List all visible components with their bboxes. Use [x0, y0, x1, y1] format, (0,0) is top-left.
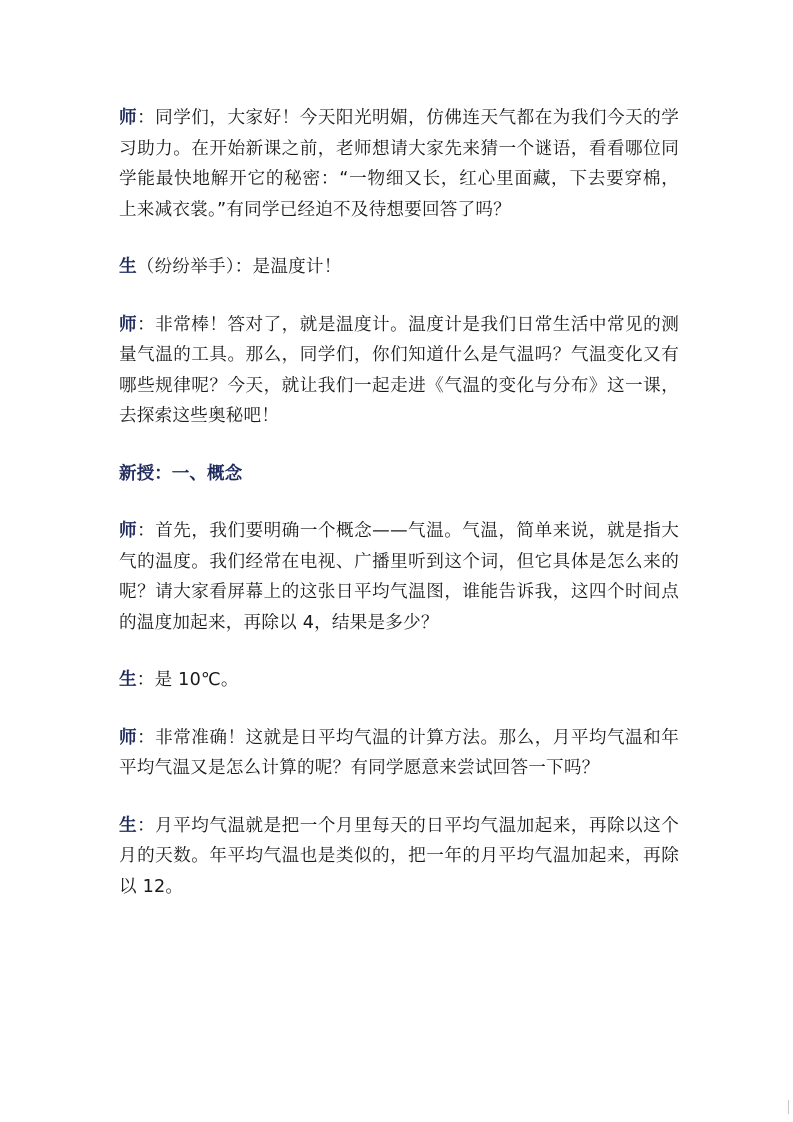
paragraph-text: 是 10℃。 — [154, 670, 239, 690]
dialogue-paragraph — [119, 723, 679, 784]
dialogue-paragraph — [119, 310, 679, 432]
dialogue-paragraph — [119, 516, 679, 638]
dialogue-paragraph — [119, 811, 679, 903]
paragraph-text: 首先，我们要明确一个概念——气温。气温，简单来说，就是指大气的温度。我们经常在电视、广播里听到这个词，但它具体是怎么来的呢？请大家看屏幕上的这张日平均气温图，谁能告诉我，这四个时间点的温度加起来，再除以 4，结果是多少？ — [119, 521, 680, 633]
speaker-label: 生 — [119, 815, 138, 836]
dialogue-paragraph — [119, 252, 679, 283]
dialogue-paragraph — [119, 103, 679, 225]
speaker-label: 师 — [119, 521, 138, 541]
speaker-separator: ： — [137, 521, 156, 541]
speaker-label: 生 — [119, 670, 137, 690]
paragraph-text: 同学们，大家好！今天阳光明媚，仿佛连天气都在为我们今天的学习助力。在开始新课之前，老师想请大家先来猜一个谜语，看看哪位同学能最快地解开它的秘密：“一物细又长，红心里面藏，下去要穿棉，上来减衣裳。”有同学已经迫不及待想要回答了吗？ — [119, 108, 679, 220]
speaker-separator: ： — [137, 314, 156, 335]
speaker-separator: ： — [137, 108, 156, 128]
paragraph-text: 月平均气温就是把一个月里每天的日平均气温加起来，再除以这个月的天数。年平均气温也是类似的，把一年的月平均气温加起来，再除以 12。 — [119, 815, 679, 897]
speaker-separator: ： — [137, 727, 156, 748]
speaker-separator: ： — [136, 670, 155, 690]
speaker-label: 师 — [119, 108, 138, 128]
paragraph-text: 非常棒！答对了，就是温度计。温度计是我们日常生活中常见的测量气温的工具。那么，同学们，你们知道什么是气温吗？气温变化又有哪些规律呢？今天，就让我们一起走进《气温的变化与分布》这一课，去探索这些奥秘吧！ — [119, 314, 679, 426]
section-heading: 新授：一、概念 — [119, 463, 243, 484]
speaker-label: 师 — [119, 727, 138, 748]
speaker-label: 生 — [119, 257, 137, 277]
paragraph-text: 非常准确！这就是日平均气温的计算方法。那么，月平均气温和年平均气温又是怎么计算的呢？有同学愿意来尝试回答一下吗？ — [119, 727, 679, 778]
document-page — [119, 103, 679, 929]
dialogue-paragraph — [119, 665, 679, 696]
paragraph-text: （纷纷举手）：是温度计！ — [136, 257, 342, 277]
speaker-separator: ： — [137, 815, 156, 836]
speaker-label: 师 — [119, 314, 138, 335]
page-corner-mark — [788, 1100, 789, 1114]
